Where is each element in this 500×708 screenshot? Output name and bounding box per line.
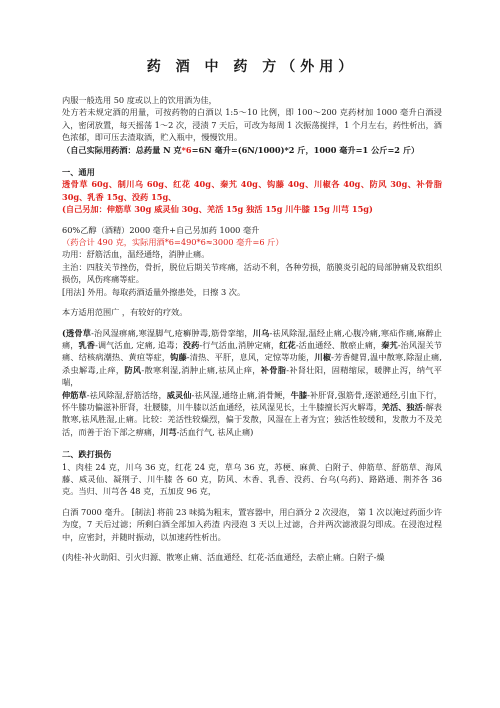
herb-name: 牛膝: [290, 389, 308, 400]
section1-self-add: (自己另加：伸筋草 30g 威灵仙 30g、羌活 15g 独活 15g 川牛膝 15g 川芎 15g): [62, 204, 373, 215]
herb-desc: -活血行气, 祛风止痛): [176, 426, 254, 437]
herb-desc: -祛风除湿,舒筋活络，: [86, 389, 167, 400]
herb-name: 羌活、独活: [381, 401, 423, 412]
herb-desc: -祛风湿,通络止痛,消骨鲠，: [191, 389, 291, 400]
herb-name: 川芎: [160, 426, 177, 437]
range-note: 本方适用范围广 ，有较好的疗效。: [62, 307, 188, 318]
page-title: 药 酒 中 药 方（外用）: [146, 59, 358, 75]
usage-line-1: 60%乙醇（酒精）2000 毫升+自己另加药 1000 毫升: [62, 224, 260, 235]
herb-desc: -行气活血,消肿定痛，: [199, 339, 280, 350]
section2-ingredients: 1、肉桂 24 克，川乌 36 克，红花 24 克，草乌 36 克，苏梗、麻黄、白附子、伸筋草、舒筋草、海风藤、威灵仙、凝荆子、川牛膝 各 60 克，防风、木香、乳香、没药、台乌(乌药)、路路通、荆芥各 36 克。当归、川芎各 48 克，五加皮 96 克，: [62, 461, 442, 497]
herb-desc: -活血通经、散瘀止痛，: [295, 339, 382, 350]
section1-ingredients: 透骨草 60g、制川乌 60g、红花 40g、秦艽 40g、钩藤 40g、川椒各 40g、防风 30g、补骨脂 30g、乳香 15g、没药 15g、: [62, 179, 442, 202]
usage-line-2: （药合计 490 克，实际用酒*6=490*6≈3000 毫升=6 斤）: [62, 237, 284, 248]
herb-name: 乳香: [78, 339, 96, 350]
section2-heading: 二、跌打损伤: [62, 449, 112, 460]
herb-name: 秦艽: [381, 339, 398, 350]
formula-line: [62, 144, 442, 156]
usage-line-4: 主治：四肢关节挫伤，骨折，脱位后期关节疼痛，活动不利，各种劳损，筋膜炎引起的局部肿痛及软组织损伤，风伤疼痛等症。: [62, 261, 442, 285]
herb-name: 补骨脂: [260, 364, 287, 375]
herb-desc: -治风湿痹痛,寒湿脚气,疮癣肿毒,筋骨挛缩，: [91, 327, 253, 338]
herb-desc: -补肾壮阳，固精缩尿，暖脾止泻，纳气平喘，: [62, 364, 442, 388]
herb-explanations: [62, 327, 442, 389]
herb-desc: -补肝肾,强筋骨,逐淤通经,引血下行，怀牛膝功偏滋补肝肾，壮腰膝，川牛膝以活血通经，祛风湿见长，土牛膝擅长泻火解毒，: [62, 389, 442, 412]
usage-line-3: 功用：舒筋活血，温经通络，消肿止痛。: [62, 249, 210, 260]
formula-suffix: =6N 毫升=(6N/1000)*2 斤，1000 毫升=1 公斤=2 斤）: [191, 144, 420, 155]
herb-name: 钩藤: [170, 352, 187, 363]
herb-desc: -祛风除湿,温经止痛,心腹冷痛,寒疝作痛,麻醉止痛，: [62, 327, 442, 350]
herb-name: 川椒: [314, 352, 332, 363]
usage-line-5: [用法] 外用。每取药酒适量外擦患处，日擦 3 次。: [62, 286, 246, 297]
herb-desc: -芳香健胃,温中散寒,除湿止痛,杀虫解毒,止痒，: [62, 352, 442, 375]
herb-name: (透骨草: [62, 327, 92, 338]
formula-prefix: （自己实际用药酒：总药量 N 克: [62, 144, 182, 155]
herb-name: 没药: [182, 339, 200, 350]
herb-desc: -解表散寒,祛风胜湿,止痛。比较：羌活性较燥烈，偏于发散，风湿在上者为宜；独活性较缓和，发散力不及羌活，而善于治下部之痹痛，: [62, 401, 442, 437]
herb-desc: -治风湿关节痛、结核病潮热、黄疸等症，: [62, 339, 442, 363]
herb-desc: -清热、平肝，息风，定惊等功能，: [186, 352, 315, 363]
herb-name: 川乌: [252, 327, 270, 338]
intro-line-2: 处方若未规定酒的用量，可按药物的白酒以 1:5～10 比例，即 100～200 克药材加 1000 毫升白酒浸入，密闭放置，每天摇荡 1～2 次，浸渍 7 天后，可改为每周 1 次振荡搅拌，1 个月左右，药性析出，酒色浓郁，即可压去渣取酒，贮入瓶中，慢慢饮用。: [62, 107, 442, 143]
herb-name: 防风: [124, 364, 142, 375]
section2-trailing: (肉桂-补火助阳、引火归源、散寒止痛、活血通经、红花-活血通经，去瘀止痛。白附子-燥: [62, 552, 385, 562]
herb-explanations-2: [62, 389, 442, 439]
herb-name: 红花: [279, 339, 296, 350]
formula-factor: *6: [181, 144, 192, 155]
intro-line-1: 内服一般选用 50 度或以上的饮用酒为佳，: [62, 95, 217, 105]
section1-heading: 一、通用: [62, 167, 95, 178]
herb-name: 威灵仙: [166, 389, 192, 400]
section2-method: 白酒 7000 毫升。 [制法] 将前 23 味捣为粗末，置容器中，用白酒分 2 次浸泡， 第 1 次以淹过药面少许为度，7 天后过滤；所剩白酒全部加入药渣 内浸泡 3 天以上过滤，合并两次滤液混匀即成。在浸泡过程中，应密封，并随时振动，以加速药性析出。: [62, 506, 442, 542]
herb-desc: -散寒利湿,消肿止痛,祛风止痒，: [141, 364, 261, 375]
herb-desc: -调气活血, 定痛, 追毒；: [95, 339, 183, 350]
herb-name: 伸筋草: [62, 389, 87, 400]
document-page: [62, 58, 442, 563]
